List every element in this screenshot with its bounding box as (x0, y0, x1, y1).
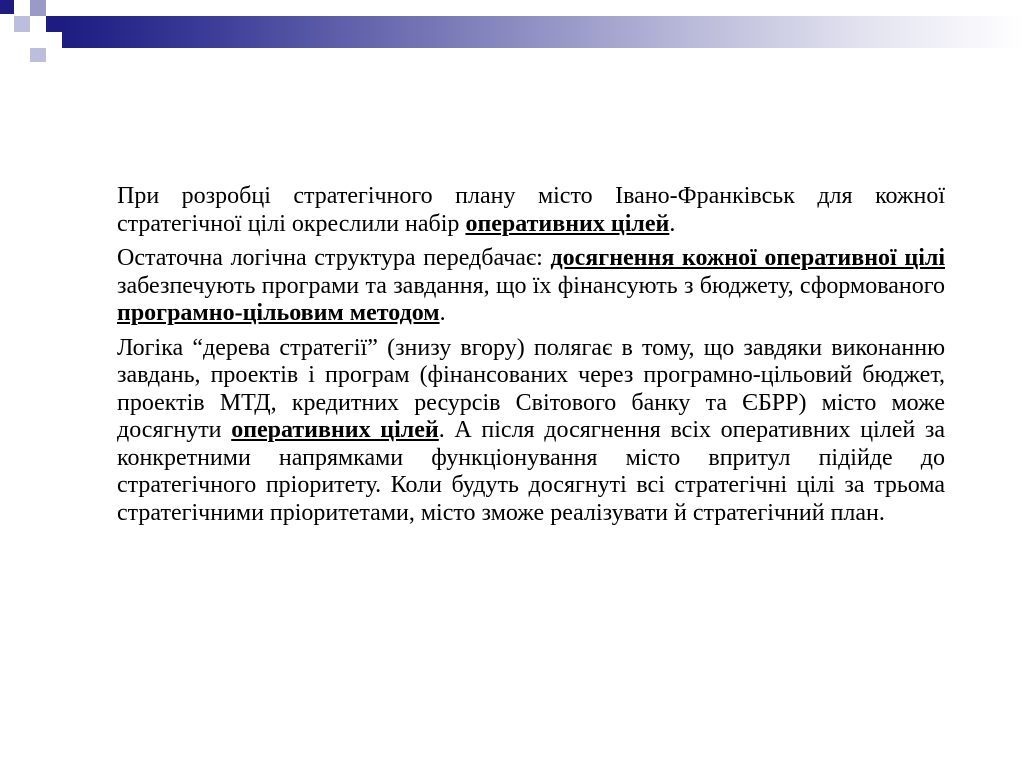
decor-square (30, 32, 46, 48)
paragraph-text: . А після досягнення всіх оперативних цілей за конкретними напрямками функціонування місто впритул підійде до стратегічного пріоритету. Коли будуть досягнуті всі стратегічні цілі за трьома стратегічними пріоритетами, місто зможе реалізувати й стратегічний план. (117, 417, 945, 526)
paragraph-text: При розробці стратегічного плану місто Івано-Франківськ для кожної стратегічної цілі окреслили набір (117, 183, 945, 237)
decor-square (14, 0, 30, 16)
emphasis-achieving-goals: досягнення кожної оперативної цілі (550, 245, 945, 271)
decor-square (14, 32, 30, 48)
paragraph-text: Логіка “дерева стратегії” (знизу вгору) полягає в тому, що завдяки виконанню завдань, проектів і програм (фінансованих через програмно-цільовий бюджет, проектів МТД, кредитних ресурсів Світового банку та ЄБРР) місто може досягнути (117, 334, 945, 443)
paragraph-1 (117, 183, 945, 238)
paragraph-text: забезпечують програми та завдання, що їх фінансують з бюджету, сформованого (117, 272, 945, 299)
paragraph-2 (117, 245, 945, 328)
header-gradient-bar (62, 16, 1024, 48)
decor-square (30, 16, 46, 32)
decor-square (30, 48, 46, 62)
paragraph-3 (117, 335, 945, 528)
paragraph-text: . (439, 300, 446, 326)
decor-square (0, 0, 14, 14)
decor-square (0, 16, 14, 32)
emphasis-program-target-method: програмно-цільовим методом (117, 300, 440, 326)
emphasis-operational-goals: оперативних цілей (465, 210, 670, 237)
decor-square (46, 16, 62, 32)
decor-square (14, 16, 30, 32)
emphasis-operational-goals: оперативних цілей (231, 417, 439, 443)
decor-square (46, 0, 62, 16)
decor-square (30, 0, 46, 16)
paragraph-text: . (669, 210, 676, 237)
slide-body (117, 183, 945, 534)
paragraph-text: Остаточна логічна структура передбачає: (117, 245, 551, 271)
